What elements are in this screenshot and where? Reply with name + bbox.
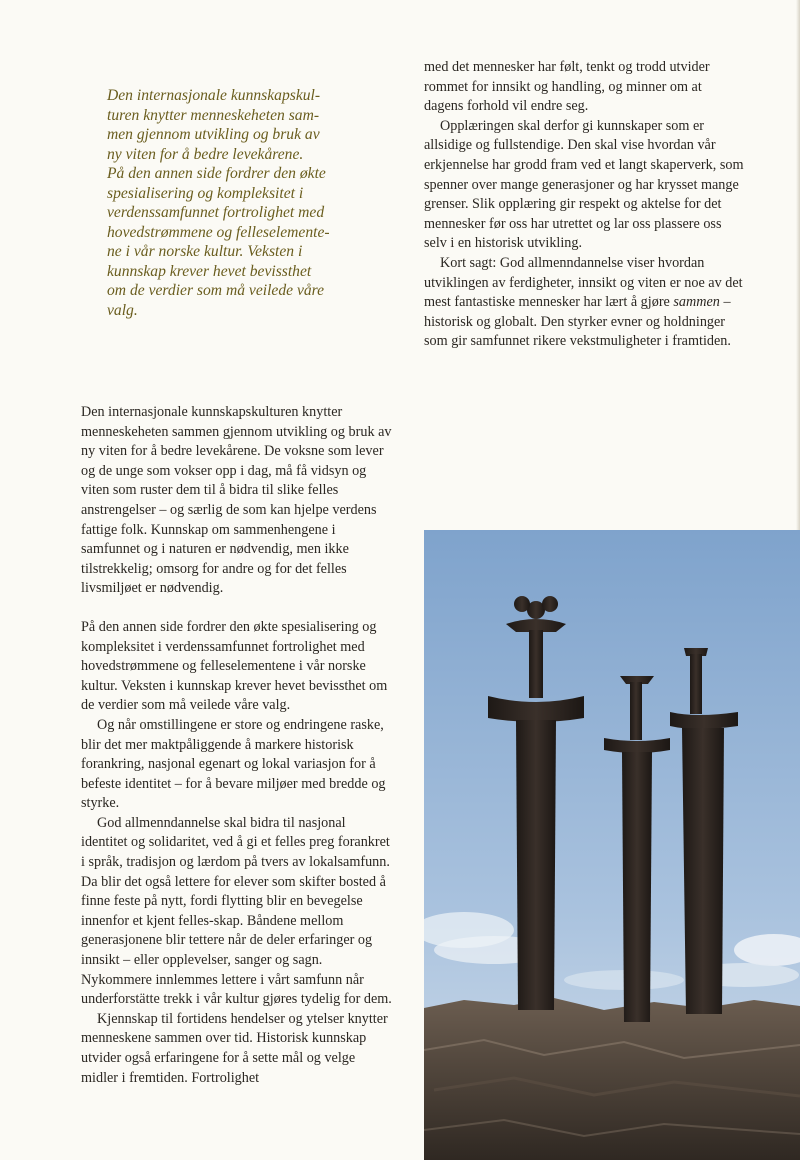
pull-quote-line: hovedstrømmene og felleselemente-	[107, 223, 330, 241]
right-paragraph-2: Opplæringen skal derfor gi kunnskaper som er allsidige og fullstendige. Den skal vise hvordan vår erkjennelse har grodd fram ved et langt skaperverk, som spenner over mange generasjoner og har krysset mange grenser. Slik opplæring gir respekt og aktelse for det mennesker før oss har utrettet og lar oss plassere oss selv i en historisk utvikling.	[424, 117, 744, 252]
left-paragraph-3: Og når omstillingene er store og endringene raske, blir det mer maktpåliggende å markere historisk forankring, nasjonal egenart og lokal variasjon for å befeste identitet – for å bevare miljøer med bredde og styrke.	[81, 716, 386, 812]
pull-quote-line: valg.	[107, 301, 138, 319]
rock-ground	[424, 998, 800, 1160]
emphasis-sammen: sammen	[673, 294, 720, 311]
left-paragraph-2: På den annen side fordrer den økte spesialisering og kompleksitet i verdenssamfunnet fortrolighet med hovedstrømmene og felleselementene i vår norske kultur. Veksten i kunnskap krever hevet bevissthet om de verdier som må veilede våre valg.	[81, 618, 388, 714]
right-paragraph-3-text: Kort sagt: God allmenndannelse viser hvordan utviklingen av ferdigheter, innsikt og viten er noe av det mest fantastiske mennesker har lært å gjøre	[424, 254, 743, 311]
pull-quote-line: om de verdier som må veilede våre	[107, 282, 325, 299]
pull-quote-line: ne i vår norske kultur. Veksten i	[107, 243, 303, 260]
pull-quote	[107, 86, 369, 320]
right-text-column	[424, 58, 744, 352]
pull-quote-line: På den annen side fordrer den økte	[107, 165, 326, 182]
right-paragraph-3	[424, 254, 744, 352]
pull-quote-line: Den internasjonale kunnskapskul-	[107, 87, 321, 104]
right-paragraph-1: med det mennesker har følt, tenkt og trodd utvider rommet for innsikt og handling, og minner om at dagens forhold vil endre seg.	[424, 59, 710, 115]
left-paragraph-1: Den internasjonale kunnskapskulturen knytter menneskeheten sammen gjennom utvikling og bruk av ny viten for å bedre levekårene. De voksne som lever og de unge som vokser opp i dag, må få vidsyn og viten som ruster dem til å bidra til slike felles anstrengelser – og særlig de som kan hjelpe verdens fattige folk. Kunnskap om sammenhengene i samfunnet og i naturen er nødvendig, men ikke tilstrekkelig; omsorg for andre og for det felles livsmiljøet er nødvendig.	[81, 404, 392, 597]
pull-quote-line: turen knytter menneskeheten sam-	[107, 106, 320, 124]
right-paragraph-3-tail: – historisk og globalt. Den styrker evner og holdninger som gir samfunnet rikere vekstmuligheter i framtiden.	[424, 294, 731, 350]
left-paragraph-5: Kjennskap til fortidens hendelser og ytelser knytter menneskene sammen over tid. Historisk kunnskap utvider også erfaringene for å sette mål og velge midler i fremtiden. Fortrolighet	[81, 1010, 388, 1086]
pull-quote-line: kunnskap krever hevet bevissthet	[107, 262, 312, 280]
left-paragraph-4: God allmenndannelse skal bidra til nasjonal identitet og solidaritet, ved å gi et felles preg forankret i språk, tradisjon og lærdom på tvers av lokalsamfunn. Da blir det også lettere for elever som skifter bosted å finne feste på nytt, fordi flytting blir en bevegelse innenfor et kjent felles-skap. Båndene mellom generasjonene blir tettere når de deler erfaringer og innsikt – eller opplevelser, sanger og sagn. Nykommere innlemmes lettere i vårt samfunn når underforstätte trekk i vår kultur gjøres tydelig for dem.	[81, 814, 392, 1008]
swords-in-rock-photo	[424, 530, 800, 1160]
left-text-column	[81, 403, 395, 1088]
pull-quote-line: verdenssamfunnet fortrolighet med	[107, 204, 325, 221]
pull-quote-line: spesialisering og kompleksitet i	[107, 184, 304, 202]
pull-quote-line: men gjennom utvikling og bruk av	[107, 126, 320, 143]
pull-quote-line: ny viten for å bedre levekårene.	[107, 145, 304, 163]
